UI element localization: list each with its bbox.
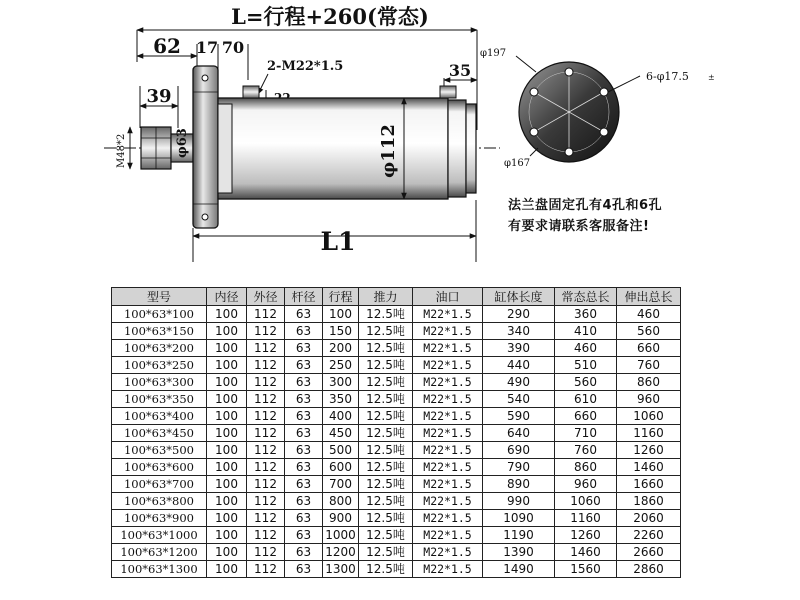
header-extended-length: 伸出总长 (617, 288, 681, 306)
cell-outer-diameter: 112 (247, 442, 285, 459)
cell-extended-length: 2860 (617, 561, 681, 578)
cell-body-length: 590 (483, 408, 555, 425)
cell-stroke: 900 (323, 510, 359, 527)
cell-thrust: 12.5吨 (359, 425, 413, 442)
cell-inner-diameter: 100 (207, 493, 247, 510)
cell-extended-length: 660 (617, 340, 681, 357)
table-row (112, 323, 681, 340)
cell-body-length: 540 (483, 391, 555, 408)
dim-39: 39 (146, 86, 172, 107)
cell-outer-diameter: 112 (247, 425, 285, 442)
cell-body-length: 1490 (483, 561, 555, 578)
cell-thrust: 12.5吨 (359, 408, 413, 425)
cell-extended-length: 2260 (617, 527, 681, 544)
flange-phi197: φ197 (480, 48, 507, 59)
dim-62: 62 (153, 34, 181, 58)
cell-oil-port: M22*1.5 (413, 340, 483, 357)
cell-thrust: 12.5吨 (359, 476, 413, 493)
cell-stroke: 600 (323, 459, 359, 476)
cell-inner-diameter: 100 (207, 544, 247, 561)
cell-inner-diameter: 100 (207, 476, 247, 493)
cell-stroke: 700 (323, 476, 359, 493)
cell-thrust: 12.5吨 (359, 391, 413, 408)
cell-body-length: 990 (483, 493, 555, 510)
cell-inner-diameter: 100 (207, 442, 247, 459)
cell-model: 100*63*1200 (112, 544, 207, 561)
cell-inner-diameter: 100 (207, 527, 247, 544)
cell-oil-port: M22*1.5 (413, 527, 483, 544)
cell-stroke: 400 (323, 408, 359, 425)
cell-outer-diameter: 112 (247, 374, 285, 391)
cell-model: 100*63*1300 (112, 561, 207, 578)
cell-rod-diameter: 63 (285, 374, 323, 391)
header-oil-port: 油口 (413, 288, 483, 306)
cell-inner-diameter: 100 (207, 357, 247, 374)
table-row (112, 306, 681, 323)
cell-rod-diameter: 63 (285, 544, 323, 561)
cell-thrust: 12.5吨 (359, 561, 413, 578)
cell-inner-diameter: 100 (207, 374, 247, 391)
cell-oil-port: M22*1.5 (413, 408, 483, 425)
cell-stroke: 350 (323, 391, 359, 408)
cell-body-length: 290 (483, 306, 555, 323)
cell-model: 100*63*350 (112, 391, 207, 408)
cell-outer-diameter: 112 (247, 306, 285, 323)
cell-outer-diameter: 112 (247, 544, 285, 561)
dim-phi63: φ63 (175, 128, 190, 158)
cell-extended-length: 1260 (617, 442, 681, 459)
cell-outer-diameter: 112 (247, 561, 285, 578)
dim-17: 17 (195, 38, 219, 57)
cell-model: 100*63*400 (112, 408, 207, 425)
cell-inner-diameter: 100 (207, 323, 247, 340)
cell-oil-port: M22*1.5 (413, 391, 483, 408)
cell-rod-diameter: 63 (285, 527, 323, 544)
header-outer-diameter: 外径 (247, 288, 285, 306)
cell-body-length: 890 (483, 476, 555, 493)
dim-L1: L1 (320, 227, 356, 256)
cell-normal-length: 1460 (555, 544, 617, 561)
table-row (112, 391, 681, 408)
cell-normal-length: 360 (555, 306, 617, 323)
cell-inner-diameter: 100 (207, 510, 247, 527)
cell-stroke: 300 (323, 374, 359, 391)
cell-rod-diameter: 63 (285, 493, 323, 510)
port-dimension: 2-M22*1.5 (267, 59, 344, 74)
cell-body-length: 1190 (483, 527, 555, 544)
cell-inner-diameter: 100 (207, 425, 247, 442)
cell-model: 100*63*600 (112, 459, 207, 476)
cell-oil-port: M22*1.5 (413, 425, 483, 442)
cell-outer-diameter: 112 (247, 408, 285, 425)
cell-inner-diameter: 100 (207, 306, 247, 323)
header-thrust: 推力 (359, 288, 413, 306)
cell-outer-diameter: 112 (247, 476, 285, 493)
cell-normal-length: 560 (555, 374, 617, 391)
cell-oil-port: M22*1.5 (413, 561, 483, 578)
cell-rod-diameter: 63 (285, 425, 323, 442)
cell-extended-length: 1060 (617, 408, 681, 425)
cell-normal-length: 1060 (555, 493, 617, 510)
cell-model: 100*63*150 (112, 323, 207, 340)
table-row (112, 340, 681, 357)
cell-body-length: 640 (483, 425, 555, 442)
cell-oil-port: M22*1.5 (413, 510, 483, 527)
cell-extended-length: 1160 (617, 425, 681, 442)
cell-normal-length: 860 (555, 459, 617, 476)
cell-thrust: 12.5吨 (359, 527, 413, 544)
cell-thrust: 12.5吨 (359, 340, 413, 357)
cell-extended-length: 860 (617, 374, 681, 391)
cell-oil-port: M22*1.5 (413, 493, 483, 510)
table-row (112, 459, 681, 476)
cell-model: 100*63*200 (112, 340, 207, 357)
header-stroke: 行程 (323, 288, 359, 306)
cell-normal-length: 410 (555, 323, 617, 340)
cell-oil-port: M22*1.5 (413, 306, 483, 323)
cell-normal-length: 1260 (555, 527, 617, 544)
table-row (112, 408, 681, 425)
cell-normal-length: 1560 (555, 561, 617, 578)
cell-thrust: 12.5吨 (359, 323, 413, 340)
cell-oil-port: M22*1.5 (413, 323, 483, 340)
cell-stroke: 150 (323, 323, 359, 340)
cell-oil-port: M22*1.5 (413, 442, 483, 459)
cell-rod-diameter: 63 (285, 306, 323, 323)
cell-outer-diameter: 112 (247, 510, 285, 527)
flange-plate-view (519, 62, 619, 162)
table-row (112, 493, 681, 510)
cell-stroke: 1300 (323, 561, 359, 578)
cell-model: 100*63*700 (112, 476, 207, 493)
cell-thrust: 12.5吨 (359, 442, 413, 459)
table-row (112, 527, 681, 544)
cell-oil-port: M22*1.5 (413, 374, 483, 391)
cell-extended-length: 1460 (617, 459, 681, 476)
dim-phi112: φ112 (378, 124, 399, 178)
cell-body-length: 1090 (483, 510, 555, 527)
cell-stroke: 250 (323, 357, 359, 374)
table-row (112, 357, 681, 374)
cell-body-length: 390 (483, 340, 555, 357)
cell-rod-diameter: 63 (285, 357, 323, 374)
cell-body-length: 690 (483, 442, 555, 459)
cell-rod-diameter: 63 (285, 459, 323, 476)
cell-model: 100*63*450 (112, 425, 207, 442)
header-normal-length: 常态总长 (555, 288, 617, 306)
cell-model: 100*63*500 (112, 442, 207, 459)
cell-outer-diameter: 112 (247, 340, 285, 357)
cell-normal-length: 1160 (555, 510, 617, 527)
cell-normal-length: 610 (555, 391, 617, 408)
cell-inner-diameter: 100 (207, 561, 247, 578)
dim-70: 70 (221, 38, 245, 57)
cell-stroke: 1000 (323, 527, 359, 544)
cell-extended-length: 760 (617, 357, 681, 374)
cell-extended-length: 1660 (617, 476, 681, 493)
cell-normal-length: 660 (555, 408, 617, 425)
spec-table (111, 287, 681, 578)
cell-body-length: 440 (483, 357, 555, 374)
cell-inner-diameter: 100 (207, 408, 247, 425)
cell-oil-port: M22*1.5 (413, 459, 483, 476)
flange-holes-mark: ± (708, 73, 715, 82)
cell-oil-port: M22*1.5 (413, 476, 483, 493)
cell-normal-length: 460 (555, 340, 617, 357)
cell-oil-port: M22*1.5 (413, 357, 483, 374)
cell-normal-length: 960 (555, 476, 617, 493)
cell-model: 100*63*250 (112, 357, 207, 374)
cell-rod-diameter: 63 (285, 476, 323, 493)
flange-note-line2: 有要求请联系客服备注! (508, 219, 650, 234)
flange-holes: 6-φ17.5 (646, 70, 689, 83)
table-row (112, 544, 681, 561)
header-model: 型号 (112, 288, 207, 306)
cell-extended-length: 460 (617, 306, 681, 323)
flange-note-line1: 法兰盘固定孔有4孔和6孔 (508, 198, 663, 213)
cell-stroke: 500 (323, 442, 359, 459)
cell-outer-diameter: 112 (247, 357, 285, 374)
cell-stroke: 450 (323, 425, 359, 442)
cell-body-length: 490 (483, 374, 555, 391)
header-inner-diameter: 内径 (207, 288, 247, 306)
cell-normal-length: 760 (555, 442, 617, 459)
cell-extended-length: 2060 (617, 510, 681, 527)
cell-model: 100*63*900 (112, 510, 207, 527)
cell-outer-diameter: 112 (247, 323, 285, 340)
table-row (112, 442, 681, 459)
cell-body-length: 340 (483, 323, 555, 340)
cell-rod-diameter: 63 (285, 510, 323, 527)
cell-rod-diameter: 63 (285, 391, 323, 408)
cell-thrust: 12.5吨 (359, 459, 413, 476)
cell-thrust: 12.5吨 (359, 374, 413, 391)
cell-model: 100*63*1000 (112, 527, 207, 544)
cell-rod-diameter: 63 (285, 408, 323, 425)
cell-extended-length: 560 (617, 323, 681, 340)
cell-stroke: 100 (323, 306, 359, 323)
cylinder-drawing (0, 0, 800, 282)
cell-rod-diameter: 63 (285, 323, 323, 340)
cell-inner-diameter: 100 (207, 459, 247, 476)
cell-oil-port: M22*1.5 (413, 544, 483, 561)
table-row (112, 476, 681, 493)
cell-thrust: 12.5吨 (359, 544, 413, 561)
cell-stroke: 1200 (323, 544, 359, 561)
spec-table-body (112, 306, 681, 578)
cell-stroke: 200 (323, 340, 359, 357)
cell-extended-length: 1860 (617, 493, 681, 510)
title-dimension: L=行程+260(常态) (231, 4, 429, 29)
cell-inner-diameter: 100 (207, 391, 247, 408)
dim-m48: M48*2 (116, 133, 127, 168)
cell-thrust: 12.5吨 (359, 510, 413, 527)
cell-thrust: 12.5吨 (359, 493, 413, 510)
cell-model: 100*63*100 (112, 306, 207, 323)
cell-model: 100*63*800 (112, 493, 207, 510)
cell-outer-diameter: 112 (247, 493, 285, 510)
table-row (112, 374, 681, 391)
dim-35: 35 (448, 61, 472, 80)
cell-inner-diameter: 100 (207, 340, 247, 357)
cell-model: 100*63*300 (112, 374, 207, 391)
cell-rod-diameter: 63 (285, 442, 323, 459)
spec-table-header (112, 288, 681, 306)
cell-outer-diameter: 112 (247, 391, 285, 408)
cell-body-length: 1390 (483, 544, 555, 561)
cell-stroke: 800 (323, 493, 359, 510)
cell-outer-diameter: 112 (247, 527, 285, 544)
header-rod-diameter: 杆径 (285, 288, 323, 306)
flange-phi167: φ167 (504, 158, 531, 169)
cell-extended-length: 2660 (617, 544, 681, 561)
cell-thrust: 12.5吨 (359, 357, 413, 374)
cell-thrust: 12.5吨 (359, 306, 413, 323)
header-body-length: 缸体长度 (483, 288, 555, 306)
cell-normal-length: 710 (555, 425, 617, 442)
cell-outer-diameter: 112 (247, 459, 285, 476)
table-row (112, 561, 681, 578)
table-row (112, 510, 681, 527)
cell-normal-length: 510 (555, 357, 617, 374)
cell-body-length: 790 (483, 459, 555, 476)
cell-rod-diameter: 63 (285, 561, 323, 578)
table-row (112, 425, 681, 442)
cell-rod-diameter: 63 (285, 340, 323, 357)
cell-extended-length: 960 (617, 391, 681, 408)
